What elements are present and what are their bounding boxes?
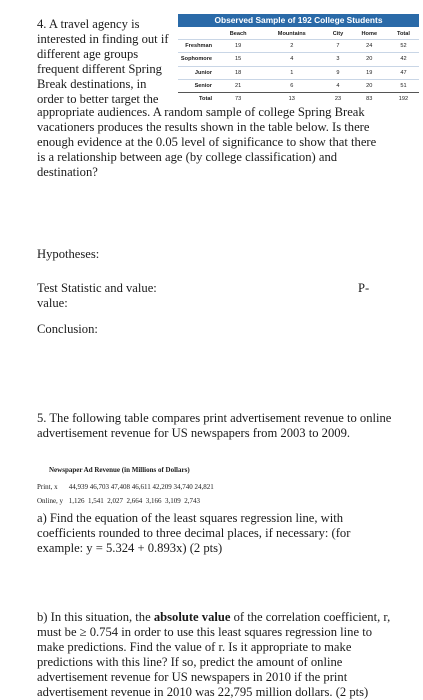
table-cell: 42 bbox=[388, 53, 419, 66]
q4-rest: appropriate audiences. A random sample of college Spring Break vacationers produces the results shown in the table below. Is there enough evidence at the 0.05 level of significance to show that there is a relationship between age (by college classification) and destination? bbox=[37, 105, 377, 179]
observed-sample-table bbox=[178, 14, 419, 104]
col-header-mountains: Mountains bbox=[277, 31, 306, 37]
print-label: Print, x bbox=[37, 482, 58, 491]
row-label: Sophomore bbox=[178, 53, 218, 66]
online-row bbox=[37, 496, 214, 507]
table-cell: 1 bbox=[258, 66, 325, 79]
table-cell: 23 bbox=[325, 93, 350, 106]
q4-intro bbox=[37, 17, 177, 107]
row-label: Freshman bbox=[178, 40, 218, 53]
table-cell: 192 bbox=[388, 93, 419, 106]
newspaper-table-caption: Newspaper Ad Revenue (in Millions of Dollars) bbox=[49, 466, 190, 474]
row-label: Total bbox=[178, 93, 218, 106]
table-row bbox=[178, 79, 419, 92]
table-cell: 9 bbox=[325, 66, 350, 79]
q4-line-4: frequent different Spring bbox=[37, 62, 162, 76]
table-cell: 83 bbox=[351, 93, 388, 106]
col-header-city: City bbox=[332, 31, 344, 37]
q4-line-6: order to better target the bbox=[37, 92, 159, 106]
q4-line-1: 4. A travel agency is bbox=[37, 17, 140, 31]
q5-part-b bbox=[37, 610, 397, 700]
table-cell: 20 bbox=[351, 79, 388, 92]
part-b-rest: of the correlation coefficient, r, must be ≥ 0.754 in order to use this least squares regression line to make predictions. Find the value of r. Is it appropriate to make predictions with this line? If so, predict the amount of online advertisement revenue for US newspapers in 2010 if the print advertisement revenue in 2010 was 22,795 million dollars. (2 pts) bbox=[37, 610, 391, 699]
table-cell: 20 bbox=[351, 53, 388, 66]
table-cell: 73 bbox=[218, 93, 258, 106]
conclusion-label: Conclusion: bbox=[37, 322, 98, 336]
table-cell: 47 bbox=[388, 66, 419, 79]
col-header-total: Total bbox=[396, 31, 410, 37]
table-cell: 4 bbox=[258, 53, 325, 66]
q4-line-3: different age groups bbox=[37, 47, 139, 61]
table-cell: 24 bbox=[351, 40, 388, 53]
table-row bbox=[178, 40, 419, 53]
hypotheses-label: Hypotheses: bbox=[37, 247, 100, 261]
online-label: Online, y bbox=[37, 497, 64, 505]
col-header-beach: Beach bbox=[229, 31, 247, 37]
col-header-home: Home bbox=[361, 31, 378, 37]
q5-part-a: a) Find the equation of the least squares regression line, with coefficients rounded to three decimal places, if necessary: (for example: y = 5.324 + 0.893x) (2 pts) bbox=[37, 511, 351, 555]
table-cell: 2 bbox=[258, 40, 325, 53]
part-b-prefix: b) In this situation, the bbox=[37, 610, 154, 624]
observed-table-title: Observed Sample of 192 College Students bbox=[178, 14, 419, 27]
table-cell: 19 bbox=[218, 40, 258, 53]
table-cell: 19 bbox=[351, 66, 388, 79]
test-statistic-label: Test Statistic and value: bbox=[37, 281, 157, 295]
observed-header-row bbox=[178, 29, 419, 40]
table-cell: 7 bbox=[325, 40, 350, 53]
table-cell: 4 bbox=[325, 79, 350, 92]
table-row-total bbox=[178, 93, 419, 106]
row-label: Senior bbox=[178, 79, 218, 92]
table-cell: 18 bbox=[218, 66, 258, 79]
part-b-bold: absolute value bbox=[153, 610, 231, 624]
table-cell: 13 bbox=[258, 93, 325, 106]
q4-line-5: Break destinations, in bbox=[37, 77, 147, 91]
print-row bbox=[37, 482, 214, 493]
print-values: 44,939 46,703 47,408 46,611 42,209 34,740 24,821 bbox=[68, 482, 214, 491]
table-cell: 21 bbox=[218, 79, 258, 92]
table-cell: 52 bbox=[388, 40, 419, 53]
table-cell: 51 bbox=[388, 79, 419, 92]
table-cell: 3 bbox=[325, 53, 350, 66]
p-label: P- bbox=[358, 281, 370, 295]
q4-line-2: interested in finding out if bbox=[37, 32, 169, 46]
row-label: Junior bbox=[178, 66, 218, 79]
value-label: value: bbox=[37, 296, 68, 310]
newspaper-revenue-table bbox=[37, 465, 214, 507]
table-row bbox=[178, 66, 419, 79]
table-row bbox=[178, 53, 419, 66]
table-cell: 6 bbox=[258, 79, 325, 92]
observed-table-grid bbox=[178, 29, 419, 105]
table-cell: 15 bbox=[218, 53, 258, 66]
online-values: 1,126 1,541 2,027 2,664 3,166 3,109 2,743 bbox=[68, 497, 200, 505]
q5-intro: 5. The following table compares print advertisement revenue to online advertisement revenue for US newspapers from 2003 to 2009. bbox=[37, 411, 392, 440]
